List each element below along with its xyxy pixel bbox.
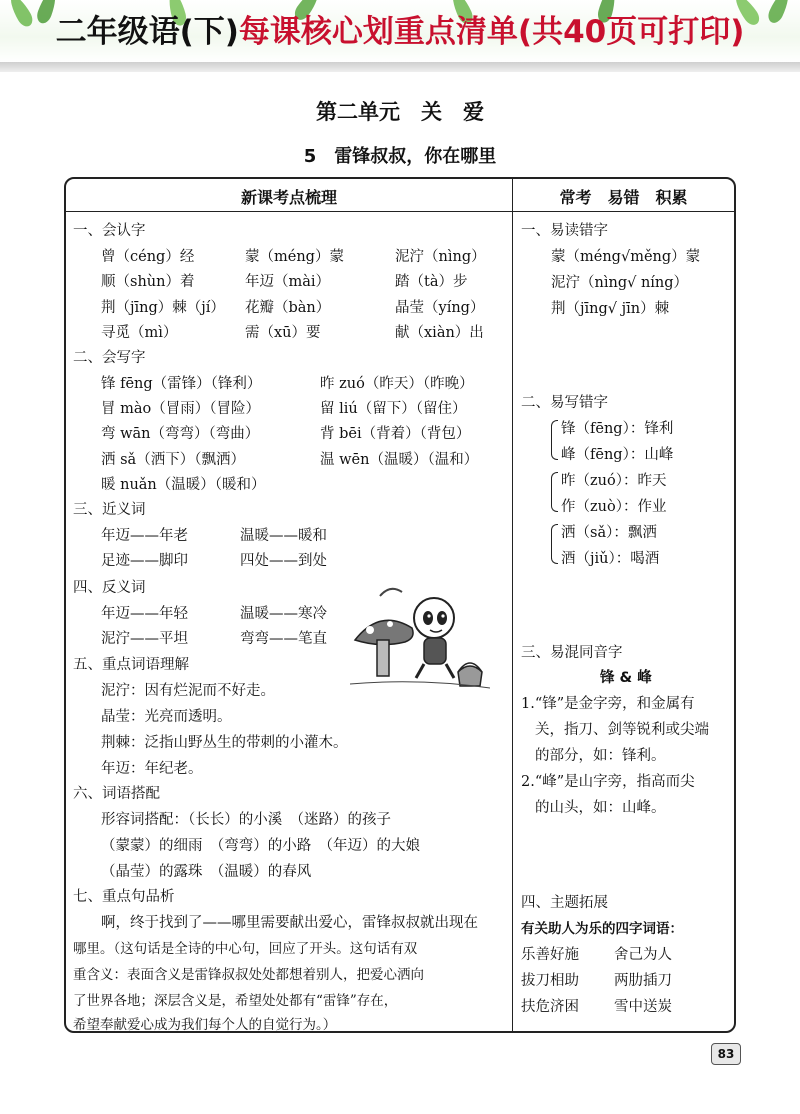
vocab-item: 献（xiàn）出 — [395, 325, 484, 341]
header-left: 新课考点梳理 — [240, 188, 337, 207]
miswrite-item: 洒（sǎ）：飘洒 — [561, 525, 657, 541]
write-item: 弯 wān（弯弯）（弯曲） — [101, 426, 260, 442]
column-divider — [512, 179, 513, 1031]
vocab-item: 曾（céng）经 — [101, 249, 195, 265]
vocab-item: 荆（jīng）棘（jí） — [101, 300, 225, 316]
misread-item: 荆（jīng√ jīn）棘 — [551, 301, 670, 317]
banner-title-grade: 二年级语(下) — [55, 14, 239, 50]
antonym-item: 弯弯——笔直 — [240, 631, 327, 647]
collocation-line: （蒙蒙）的细雨 （弯弯）的小路 （年迈）的大娘 — [101, 838, 420, 854]
vocab-item: 花瓣（bàn） — [245, 300, 331, 316]
collocation-line: 形容词搭配：（长长）的小溪 （迷路）的孩子 — [101, 812, 391, 828]
definition-line: 荆棘：泛指山野丛生的带刺的小灌木。 — [101, 735, 348, 751]
top-banner — [0, 0, 800, 62]
analysis-line: 希望奉献爱心成为我们每个人的自觉行为。） — [73, 1017, 337, 1033]
group-brace — [551, 472, 558, 512]
idiom-item: 扶危济困 — [521, 999, 579, 1015]
analysis-line: 哪里。（这句话是全诗的中心句，回应了开头。这句话有双 — [73, 941, 418, 957]
idiom-item: 乐善好施 — [521, 947, 579, 963]
write-item: 洒 sǎ（洒下）（飘洒） — [101, 452, 245, 468]
group-brace — [551, 524, 558, 564]
vocab-item: 需（xū）要 — [245, 325, 321, 341]
analysis-line: 了世界各地；深层含义是，希望处处都有“雷锋”存在， — [73, 993, 398, 1009]
section-title: 七、重点句品析 — [73, 889, 175, 905]
write-item: 锋 fēng（雷锋）（锋利） — [101, 376, 262, 392]
vocab-item: 踏（tà）步 — [395, 274, 468, 290]
antonym-item: 泥泞——平坦 — [101, 631, 188, 647]
vocab-item: 年迈（mài） — [245, 274, 331, 290]
antonym-item: 温暖——寒冷 — [240, 606, 327, 622]
miswrite-item: 酒（jiǔ）：喝酒 — [561, 551, 660, 567]
homophone-line: 2.“峰”是山字旁，指高而尖 — [521, 774, 695, 790]
homophone-line: 的山头，如：山峰。 — [535, 800, 666, 816]
definition-line: 年迈：年纪老。 — [101, 761, 203, 777]
write-item: 温 wēn（温暖）（温和） — [320, 452, 479, 468]
group-brace — [551, 420, 558, 460]
section-title: 六、词语搭配 — [73, 786, 160, 802]
write-item: 冒 mào（冒雨）（冒险） — [101, 401, 260, 417]
banner-title — [0, 6, 800, 51]
section-title: 四、反义词 — [73, 580, 146, 596]
write-item: 背 bēi（背着）（背包） — [320, 426, 471, 442]
idiom-item: 两肋插刀 — [614, 973, 672, 989]
vocab-item: 泥泞（nìng） — [395, 249, 486, 265]
write-item: 留 liú（留下）（留住） — [320, 401, 467, 417]
vocab-item: 寻觅（mì） — [101, 325, 178, 341]
homophone-subtitle: 锋 & 峰 — [600, 670, 652, 686]
synonym-item: 年迈——年老 — [101, 528, 188, 544]
section-title: 二、会写字 — [73, 350, 146, 366]
page-number: 83 — [711, 1043, 741, 1065]
write-item: 暖 nuǎn（温暖）（暖和） — [101, 477, 266, 493]
antonym-item: 年迈——年轻 — [101, 606, 188, 622]
analysis-line: 啊，终于找到了——哪里需要献出爱心，雷锋叔叔就出现在 — [101, 915, 478, 931]
misread-item: 泥泞（nìng√ níng） — [551, 275, 689, 291]
miswrite-item: 峰（fēng）：山峰 — [561, 447, 674, 463]
banner-title-subtitle: 每课核心划重点清单(共40页可打印) — [238, 14, 745, 50]
section-title: 四、主题拓展 — [521, 895, 608, 911]
idiom-item: 舍己为人 — [614, 947, 672, 963]
section-title: 五、重点词语理解 — [73, 657, 189, 673]
analysis-line: 重含义：表面含义是雷锋叔叔处处都想着别人，把爱心洒向 — [73, 967, 424, 983]
synonym-item: 足迹——脚印 — [101, 553, 188, 569]
vocab-item: 蒙（méng）蒙 — [245, 249, 344, 265]
synonym-item: 四处——到处 — [240, 553, 327, 569]
section-title: 一、会认字 — [73, 223, 146, 239]
section-title: 二、易写错字 — [521, 395, 608, 411]
definition-line: 泥泞：因有烂泥而不好走。 — [101, 683, 275, 699]
vocab-item: 晶莹（yíng） — [395, 300, 485, 316]
homophone-line: 的部分，如：锋利。 — [535, 748, 666, 764]
section-title: 三、近义词 — [73, 502, 146, 518]
section-title: 一、易读错字 — [521, 223, 608, 239]
write-item: 昨 zuó（昨天）（昨晚） — [320, 376, 474, 392]
miswrite-item: 锋（fēng）：锋利 — [561, 421, 674, 437]
idiom-subtitle: 有关助人为乐的四字词语： — [521, 921, 683, 937]
miswrite-item: 昨（zuó）：昨天 — [561, 473, 667, 489]
section-title: 三、易混同音字 — [521, 645, 623, 661]
idiom-item: 雪中送炭 — [614, 999, 672, 1015]
miswrite-item: 作（zuò）：作业 — [561, 499, 667, 515]
unit-title: 第二单元 关 爱 — [316, 100, 484, 124]
banner-divider — [0, 62, 800, 72]
misread-item: 蒙（méng√měng）蒙 — [551, 249, 701, 265]
cartoon-mushroom-illustration — [350, 578, 490, 698]
homophone-line: 关，指刀、剑等锐利或尖端 — [535, 722, 709, 738]
definition-line: 晶莹：光亮而透明。 — [101, 709, 232, 725]
collocation-line: （晶莹）的露珠 （温暖）的春风 — [101, 864, 312, 880]
homophone-line: 1.“锋”是金字旁，和金属有 — [521, 696, 695, 712]
idiom-item: 拔刀相助 — [521, 973, 579, 989]
header-right: 常考 易错 积累 — [559, 188, 688, 207]
lesson-title: 5 雷锋叔叔，你在哪里 — [303, 146, 497, 167]
synonym-item: 温暖——暖和 — [240, 528, 327, 544]
vocab-item: 顺（shùn）着 — [101, 274, 195, 290]
